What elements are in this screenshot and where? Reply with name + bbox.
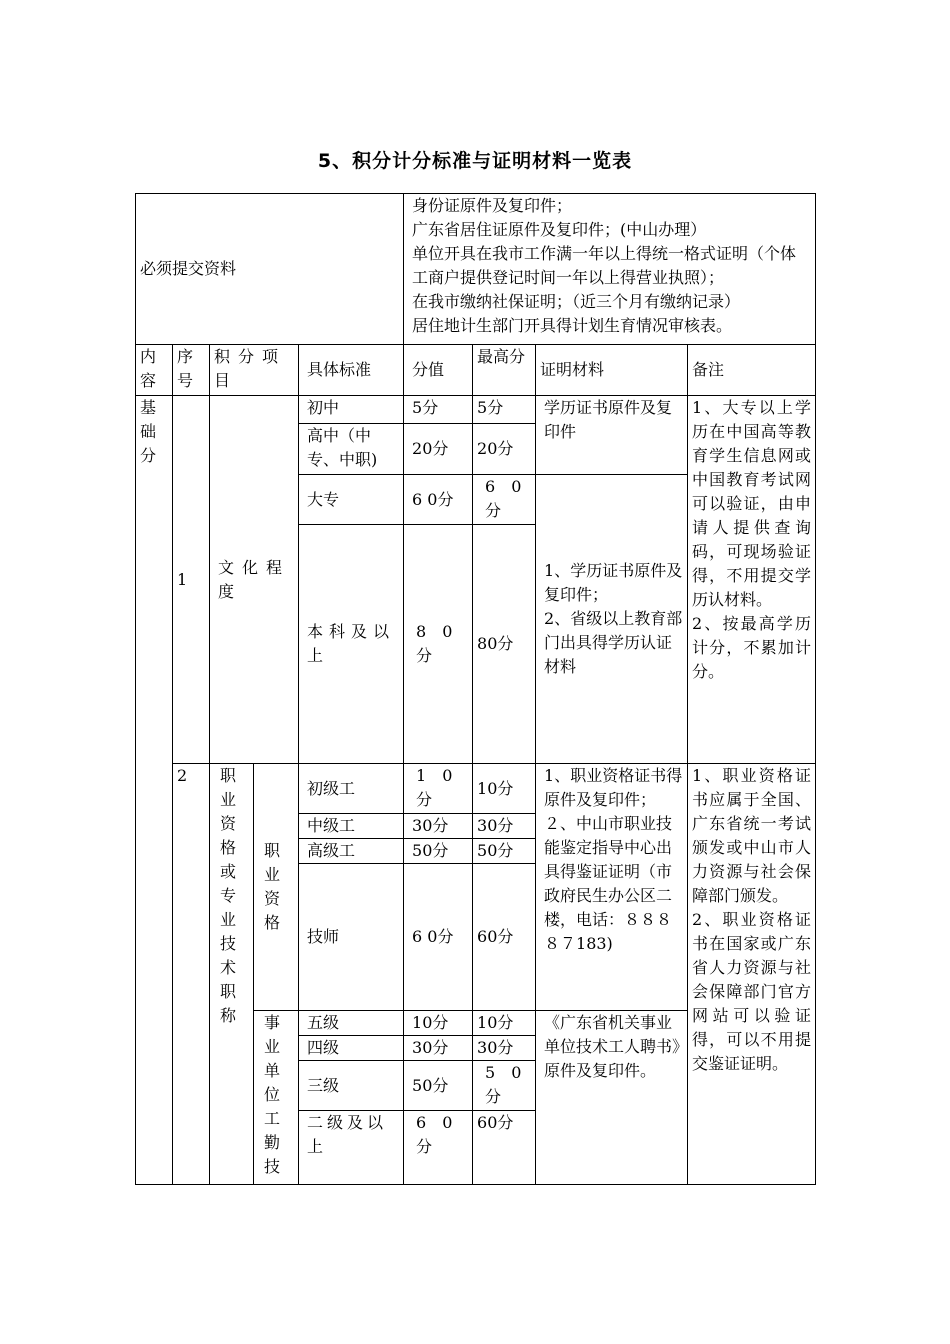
qual-sub2: 事业单位工勤技	[254, 1011, 299, 1185]
header-note: 备注	[688, 345, 816, 396]
qual-max: 10分	[473, 764, 536, 814]
qual-max: 10分	[473, 1011, 536, 1036]
header-item: 积分项目	[210, 345, 299, 396]
header-score: 分值	[404, 345, 473, 396]
edu-max: 20分	[473, 424, 536, 475]
edu-max: 6 0分	[473, 475, 536, 525]
edu-max: 5分	[473, 396, 536, 424]
education-seq: 1	[173, 396, 210, 764]
header-content: 内容	[136, 345, 173, 396]
qual-sub2-proof: 《广东省机关事业单位技术工人聘书》原件及复印件。	[536, 1011, 688, 1185]
header-seq: 序号	[173, 345, 210, 396]
edu-proof-b: 1、学历证书原件及复印件； 2、省级以上教育部门出具得学历认证材料	[536, 475, 688, 764]
qual-score: 1 0分	[404, 764, 473, 814]
edu-score: 6 0分	[404, 475, 473, 525]
required-item: 身份证原件及复印件；	[412, 196, 573, 215]
required-item: 单位开具在我市工作满一年以上得统一格式证明（个体工商户提供登记时间一年以上得营业执照）；	[412, 244, 797, 287]
points-table	[135, 193, 816, 1185]
qual-score: 6 0分	[404, 864, 473, 1011]
qual-standard: 高级工	[299, 839, 404, 864]
qual-standard: 技师	[299, 864, 404, 1011]
qual-standard: 中级工	[299, 814, 404, 839]
qual-max: 60分	[473, 1111, 536, 1185]
header-max: 最高分	[473, 345, 536, 396]
required-items	[404, 194, 816, 345]
required-item: 在我市缴纳社保证明；（近三个月有缴纳记录）	[412, 292, 741, 311]
qual-max: 5 0分	[473, 1061, 536, 1111]
edu-proof-a: 学历证书原件及复印件	[536, 396, 688, 475]
qual-standard: 五级	[299, 1011, 404, 1036]
required-item: 居住地计生部门开具得计划生育情况审核表。	[412, 316, 733, 335]
qual-standard: 二级及以上	[299, 1111, 404, 1185]
edu-standard: 高中（中专、中职)	[299, 424, 404, 475]
qual-standard: 四级	[299, 1036, 404, 1061]
education-name: 文化程度	[210, 396, 299, 764]
edu-score: 8 0分	[404, 525, 473, 764]
page-title: 5、积分计分标准与证明材料一览表	[317, 150, 633, 172]
qual-max: 30分	[473, 814, 536, 839]
qual-name: 职业资格或专业技术职称	[210, 764, 254, 1185]
edu-standard: 初中	[299, 396, 404, 424]
qual-score: 6 0分	[404, 1111, 473, 1185]
edu-score: 20分	[404, 424, 473, 475]
qual-max: 30分	[473, 1036, 536, 1061]
edu-standard: 大专	[299, 475, 404, 525]
edu-note: 1、大专以上学历在中国高等教育学生信息网或中国教育考试网可以验证，由申请人提供查询码，可现场验证得，不用提交学历认材料。 2、按最高学历计分，不累加计分。	[688, 396, 816, 764]
qual-score: 30分	[404, 814, 473, 839]
qual-sub1: 职业资格	[254, 764, 299, 1011]
qual-score: 10分	[404, 1011, 473, 1036]
qual-score: 30分	[404, 1036, 473, 1061]
edu-score: 5分	[404, 396, 473, 424]
edu-standard: 本科及以上	[299, 525, 404, 764]
qual-seq: 2	[173, 764, 210, 1185]
edu-max: 80分	[473, 525, 536, 764]
section-label: 基础分	[136, 396, 173, 1185]
qual-score: 50分	[404, 839, 473, 864]
qual-score: 50分	[404, 1061, 473, 1111]
required-label-cell	[136, 194, 404, 345]
qual-standard: 初级工	[299, 764, 404, 814]
header-standard: 具体标准	[299, 345, 404, 396]
qual-note: 1、职业资格证书应属于全国、广东省统一考试颁发或中山市人力资源与社会保障部门颁发。 2、职业资格证书在国家或广东省人力资源与社会保障部门官方网站可以验证得，可以不用提交鉴证证明。	[688, 764, 816, 1185]
header-proof: 证明材料	[536, 345, 688, 396]
required-item: 广东省居住证原件及复印件；(中山办理）	[412, 220, 707, 239]
required-label: 必须提交资料	[140, 259, 237, 278]
qual-max: 60分	[473, 864, 536, 1011]
qual-standard: 三级	[299, 1061, 404, 1111]
qual-max: 50分	[473, 839, 536, 864]
qual-sub1-proof: 1、职业资格证书得原件及复印件； ２、中山市职业技能鉴定指导中心出具得鉴证证明（市政府民生办公区二楼，电话：８８８８７183)	[536, 764, 688, 1011]
